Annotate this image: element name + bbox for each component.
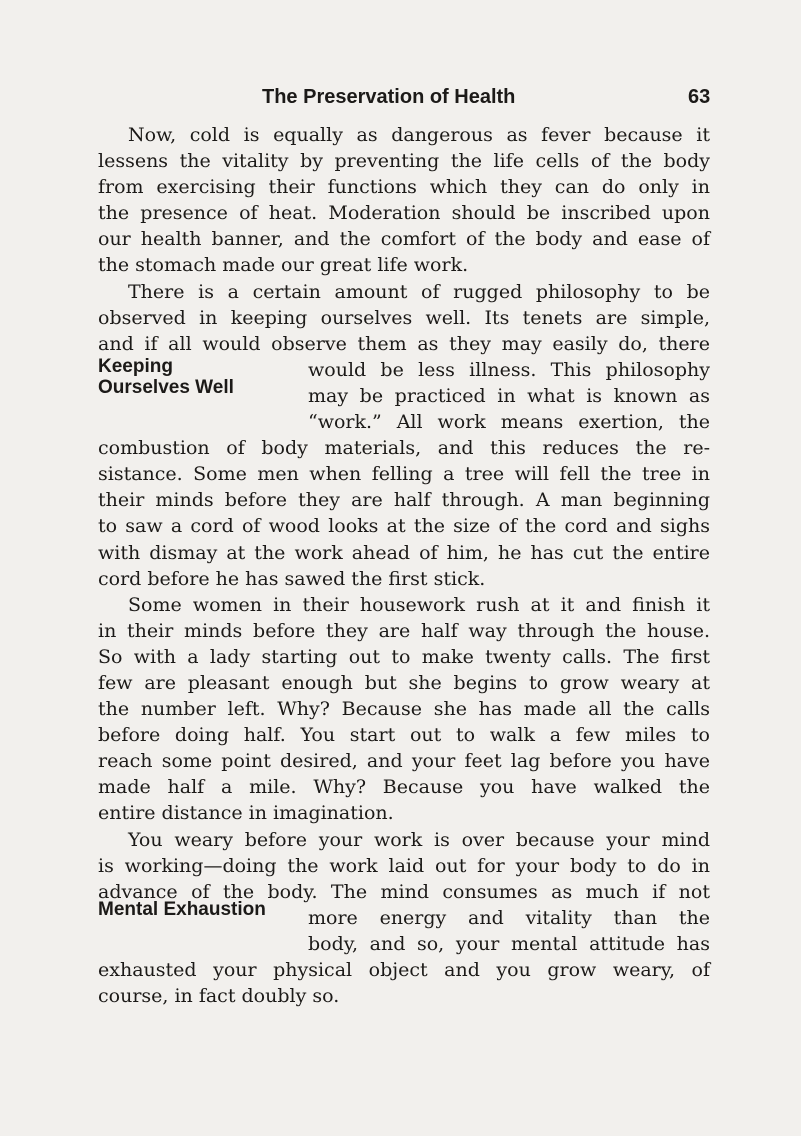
text-line: combustion of body materials, and this reduces the re- <box>98 437 710 460</box>
page-header <box>0 86 801 116</box>
text-line: may be practiced in what is known as <box>308 384 710 407</box>
text-line: with dismay at the work ahead of him, he has cut the entire <box>98 541 710 564</box>
page-number: 63 <box>688 86 711 108</box>
text-line: the presence of heat. Moderation should be inscribed upon <box>98 202 710 225</box>
sidenote-line: Keeping <box>98 356 173 377</box>
text-line: body, and so, your mental attitude has <box>308 932 710 955</box>
running-head: The Preservation of Health <box>262 86 516 108</box>
text-line: Now, cold is equally as dangerous as fever because it <box>128 124 710 146</box>
text-line: reach some point desired, and your feet lag before you have <box>98 750 710 773</box>
text-line: You weary before your work is over because your mind <box>128 828 710 851</box>
text-line: sistance. Some men when felling a tree will fell the tree in <box>98 463 710 486</box>
sidenote-line: Ourselves Well <box>98 377 234 398</box>
text-line: the stomach made our great life work. <box>98 254 469 277</box>
text-line: course, in fact doubly so. <box>98 985 340 1008</box>
text-line: observed in keeping ourselves well. Its tenets are simple, <box>98 306 710 329</box>
text-line: Some women in their housework rush at it and finish it <box>128 593 710 616</box>
text-line: “work.” All work means exertion, the <box>308 411 710 434</box>
text-line: their minds before they are half through. A man beginning <box>98 489 710 512</box>
text-line: the number left. Why? Because she has made all the calls <box>98 698 710 721</box>
text-line: from exercising their functions which they can do only in <box>98 176 710 199</box>
text-line: more energy and vitality than the <box>308 906 710 929</box>
text-line: in their minds before they are half way through the house. <box>98 619 710 642</box>
text-line: few are pleasant enough but she begins to grow weary at <box>98 671 710 694</box>
text-line: advance of the body. The mind consumes as much if not <box>98 880 710 903</box>
text-line: our health banner, and the comfort of the body and ease of <box>98 228 710 251</box>
text-line: before doing half. You start out to walk a few miles to <box>98 724 710 747</box>
text-line: and if all would observe them as they may easily do, there <box>98 332 710 355</box>
text-line: So with a lady starting out to make twenty calls. The first <box>98 645 710 668</box>
text-line: would be less illness. This philosophy <box>308 358 710 381</box>
text-line: entire distance in imagination. <box>98 802 394 825</box>
text-line: lessens the vitality by preventing the life cells of the body <box>98 150 710 173</box>
sidenote-mental-exhaustion: Mental Exhaustion <box>98 899 266 920</box>
text-line: made half a mile. Why? Because you have walked the <box>98 776 710 799</box>
text-line: exhausted your physical object and you grow weary, of <box>98 959 710 981</box>
text-line: to saw a cord of wood looks at the size of the cord and sighs <box>98 515 710 538</box>
text-line: cord before he has sawed the first stick. <box>98 567 486 590</box>
text-line: There is a certain amount of rugged philosophy to be <box>128 280 710 303</box>
text-line: is working—doing the work laid out for your body to do in <box>98 854 710 877</box>
body-text <box>98 122 710 1009</box>
